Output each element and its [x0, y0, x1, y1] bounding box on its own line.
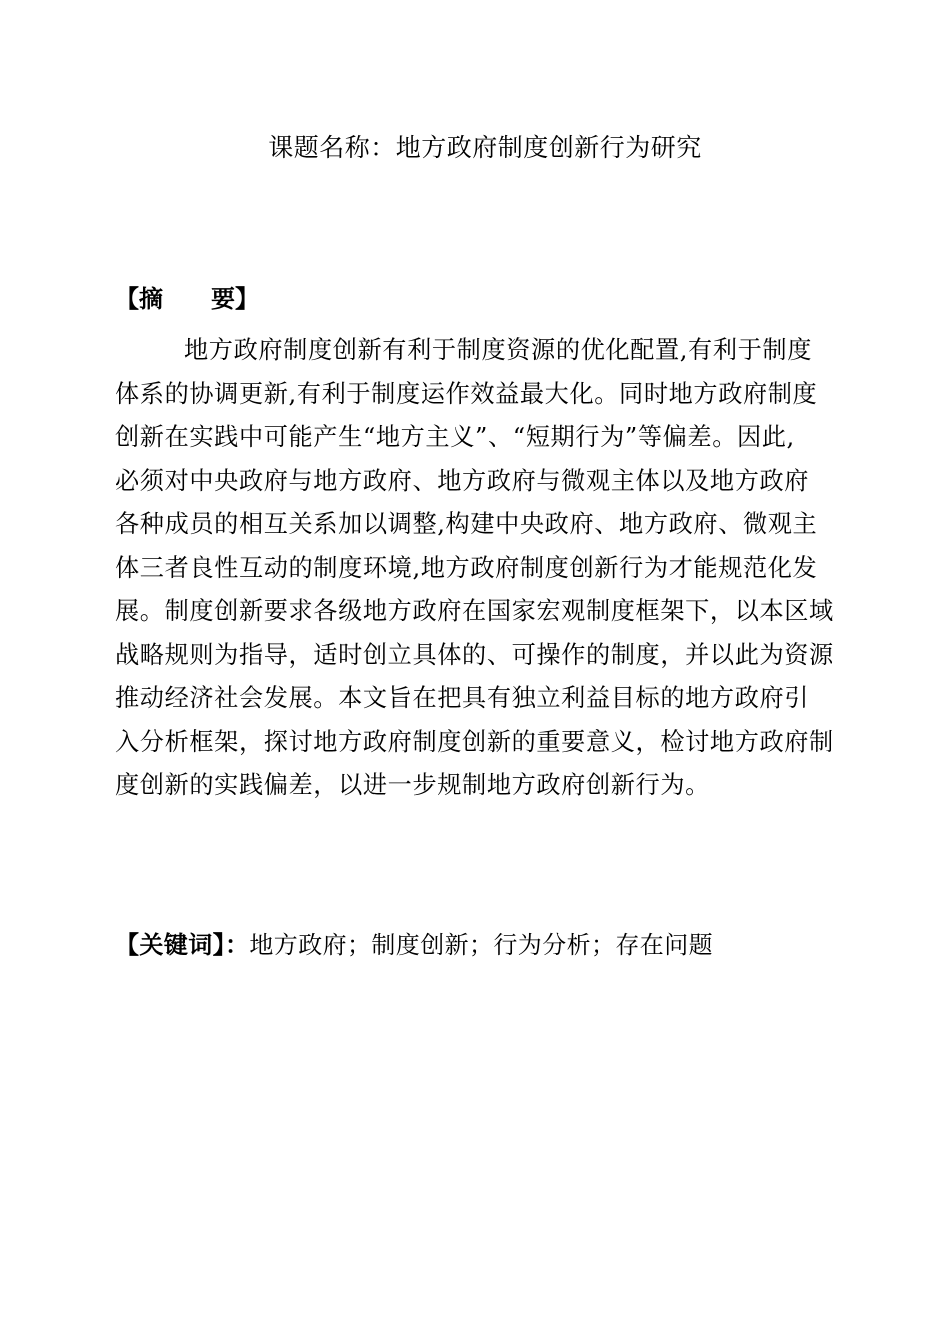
abstract-body	[115, 329, 860, 808]
abstract-line: 创新在实践中可能产生“地方主义”、“短期行为”等偏差。因此,	[115, 423, 795, 451]
document-title: 课题名称：地方政府制度创新行为研究	[268, 133, 702, 162]
abstract-line: 必须对中央政府与地方政府、地方政府与微观主体以及地方政府	[115, 466, 810, 495]
abstract-line: 地方政府制度创新有利于制度资源的优化配置,有利于制度	[184, 336, 812, 364]
abstract-line: 体三者良性互动的制度环境,地方政府制度创新行为才能规范化发	[115, 553, 818, 582]
keywords-text: 地方政府；制度创新；行为分析；存在问题	[249, 931, 714, 959]
keywords-label: 【关键词】：	[115, 931, 250, 959]
abstract-heading: 【摘 要】	[115, 285, 259, 313]
abstract-line: 展。制度创新要求各级地方政府在国家宏观制度框架下，以本区域	[115, 597, 834, 625]
abstract-line: 度创新的实践偏差，以进一步规制地方政府创新行为。	[115, 771, 710, 799]
abstract-line: 入分析框架，探讨地方政府制度创新的重要意义，检讨地方政府制	[115, 727, 834, 756]
abstract-line: 各种成员的相互关系加以调整,构建中央政府、地方政府、微观主	[115, 510, 818, 538]
abstract-line: 战略规则为指导，适时创立具体的、可操作的制度，并以此为资源	[115, 640, 834, 669]
keywords-line	[115, 925, 713, 965]
abstract-line: 推动经济社会发展。本文旨在把具有独立利益目标的地方政府引	[115, 684, 810, 712]
abstract-line: 体系的协调更新,有利于制度运作效益最大化。同时地方政府制度	[115, 379, 818, 408]
